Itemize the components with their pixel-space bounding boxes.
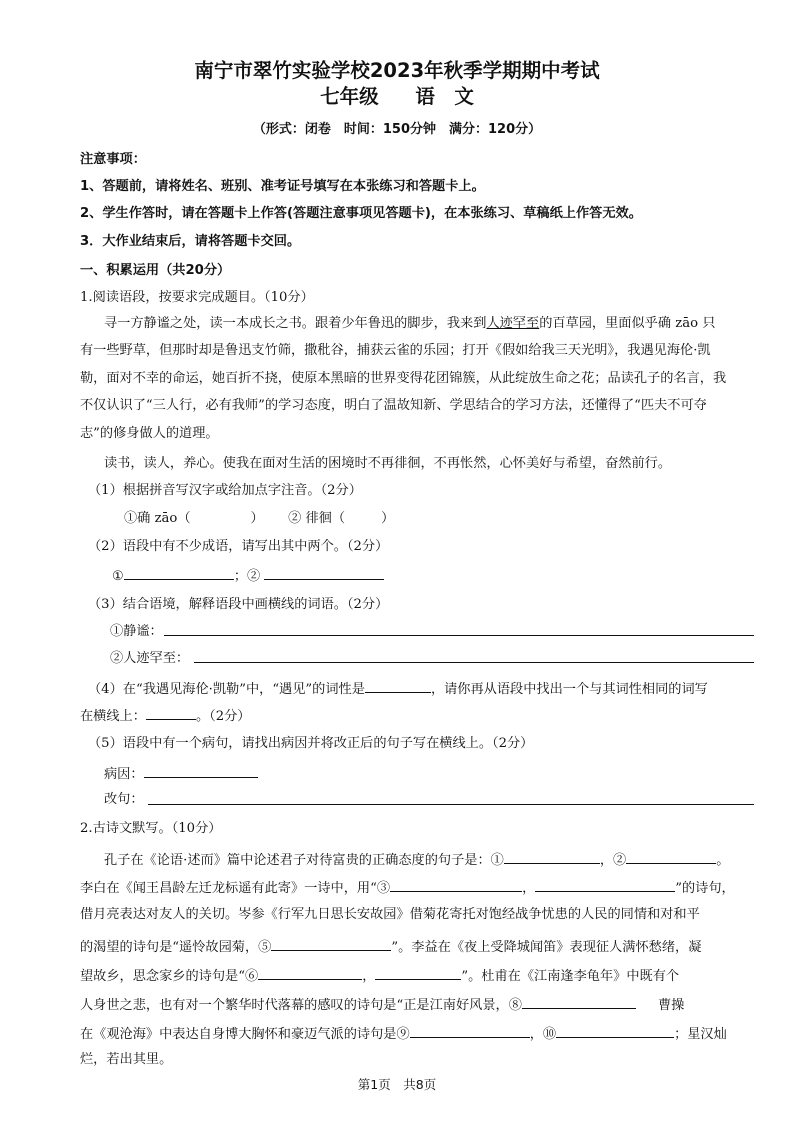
answer-blank[interactable] — [556, 1024, 674, 1038]
underlined-word: 人迹罕至 — [486, 316, 540, 331]
q1-sub2-answers: ① ；② — [112, 566, 384, 586]
passage-line-3: 勒，面对不幸的命运，她百折不挠，使原本黑暗的世界变得花团锦簇，从此绽放生命之花；品读孔子的名言，我 — [80, 371, 727, 386]
answer-line[interactable] — [148, 804, 754, 805]
page-number: 第1页 共8页 — [357, 1077, 437, 1092]
exam-subtitle — [0, 85, 794, 108]
answer-blank[interactable] — [124, 566, 234, 580]
answer-blank[interactable] — [535, 878, 675, 892]
q2-title: 2.古诗文默写。（10分） — [80, 821, 222, 836]
notice-item-2: 2、学生作答时，请在答题卡上作答(答题注意事项见答题卡)，在本张练习、草稿纸上作答无效。 — [80, 206, 642, 221]
answer-blank[interactable] — [264, 566, 384, 580]
answer-blank[interactable] — [390, 878, 522, 892]
subject-label: 语 文 — [415, 85, 474, 108]
answer-blank[interactable] — [365, 679, 431, 693]
answer-blank[interactable] — [258, 966, 362, 980]
q1-sub3-b: ②人迹罕至： — [110, 651, 190, 666]
answer-blank[interactable] — [375, 966, 461, 980]
answer-line[interactable] — [164, 635, 754, 636]
notice-item-3: 3．大作业结束后，请将答题卡交回。 — [80, 234, 301, 249]
passage-line-5: 志”的修身做人的道理。 — [80, 426, 219, 441]
passage-line-4: 不仅认识了“三人行，必有我师”的学习态度，明白了温故知新、学思结合的学习方法，还懂得了“匹夫不可夺 — [80, 398, 707, 413]
q2-line-1: 孔子在《论语·述而》篇中论述君子对待富贵的正确态度的句子是：① ，② 。 — [104, 850, 729, 870]
q1-sub5: （5）语段中有一个病句，请找出病因并将改正后的句子写在横线上。（2分） — [88, 736, 534, 751]
q2-line-4: 的渴望的诗句是“遥怜故园菊，⑤ ”。李益在《夜上受降城闻笛》表现征人满怀愁绪，凝 — [80, 937, 701, 957]
answer-line[interactable] — [194, 662, 754, 663]
q1-sub4-line1: （4）在“我遇见海伦·凯勒”中，“遇见”的词性是 ，请你再从语段中找出一个与其词性相同的词写 — [88, 679, 708, 699]
q1-sub3-a: ①静谧： — [110, 624, 163, 639]
answer-blank[interactable] — [146, 706, 196, 720]
q2-line-2: 李白在《闻王昌龄左迁龙标遥有此寄》一诗中，用“③ ， ”的诗句， — [80, 878, 735, 898]
answer-blank[interactable] — [271, 937, 391, 951]
answer-blank[interactable] — [522, 995, 636, 1009]
answer-blank[interactable] — [144, 764, 258, 778]
q2-line-8: 烂，若出其里。 — [80, 1052, 173, 1067]
passage-line-1: 寻一方静谧之处，读一本成长之书。跟着少年鲁迅的脚步，我来到人迹罕至的百草园，里面似乎确 zāo 只 — [104, 316, 716, 331]
notice-item-1: 1、答题前，请将姓名、班别、准考证号填写在本张练习和答题卡上。 — [80, 179, 485, 194]
q2-line-3: 借月亮表达对友人的关切。岑参《行军九日思长安故园》借菊花寄托对饱经战争忧患的人民的同情和对和平 — [80, 907, 700, 922]
q2-line-7: 在《观沧海》中表达自身博大胸怀和豪迈气派的诗句是⑨ ，⑩ ；星汉灿 — [80, 1024, 727, 1044]
passage-line-2: 有一些野草，但那时却是鲁迅支竹筛，撒秕谷，捕获云雀的乐园；打开《假如给我三天光明》，我遇见海伦·凯 — [80, 343, 711, 358]
q2-line-6: 人身世之悲，也有对一个繁华时代落幕的感叹的诗句是“正是江南好风景，⑧ 曹操 — [80, 995, 684, 1015]
q1-sub5-fix: 改句： — [104, 792, 144, 807]
q1-sub4-line2: 在横线上： 。（2分） — [80, 706, 250, 726]
q1-sub1: （1）根据拼音写汉字或给加点字注音。（2分） — [88, 483, 362, 498]
answer-blank[interactable] — [626, 850, 716, 864]
q1-sub5-cause: 病因： — [104, 764, 258, 784]
notice-heading: 注意事项： — [80, 152, 146, 167]
q1-sub3: （3）结合语境，解释语段中画横线的词语。（2分） — [88, 597, 389, 612]
q1-title: 1.阅读语段，按要求完成题目。（10分） — [80, 290, 314, 305]
answer-blank[interactable] — [410, 1024, 530, 1038]
section-1-heading: 一、积累运用（共20分） — [80, 263, 231, 278]
exam-meta: （形式：闭卷 时间：150分钟 满分：120分） — [252, 122, 542, 137]
grade-label: 七年级 — [320, 85, 379, 108]
q2-line-5: 望故乡，思念家乡的诗句是“⑥ ， ”。杜甫在《江南逢李龟年》中既有个 — [80, 966, 679, 986]
passage-line-6: 读书，读人，养心。使我在面对生活的困境时不再徘徊，不再怅然，心怀美好与希望，奋然前行。 — [104, 456, 672, 471]
answer-blank[interactable] — [504, 850, 600, 864]
q1-sub1-options: ①确 zāo（ ） ② 徘徊（ ） — [124, 511, 395, 526]
q1-sub2: （2）语段中有不少成语，请写出其中两个。（2分） — [88, 539, 389, 554]
exam-title: 南宁市翠竹实验学校2023年秋季学期期中考试 — [194, 59, 600, 82]
